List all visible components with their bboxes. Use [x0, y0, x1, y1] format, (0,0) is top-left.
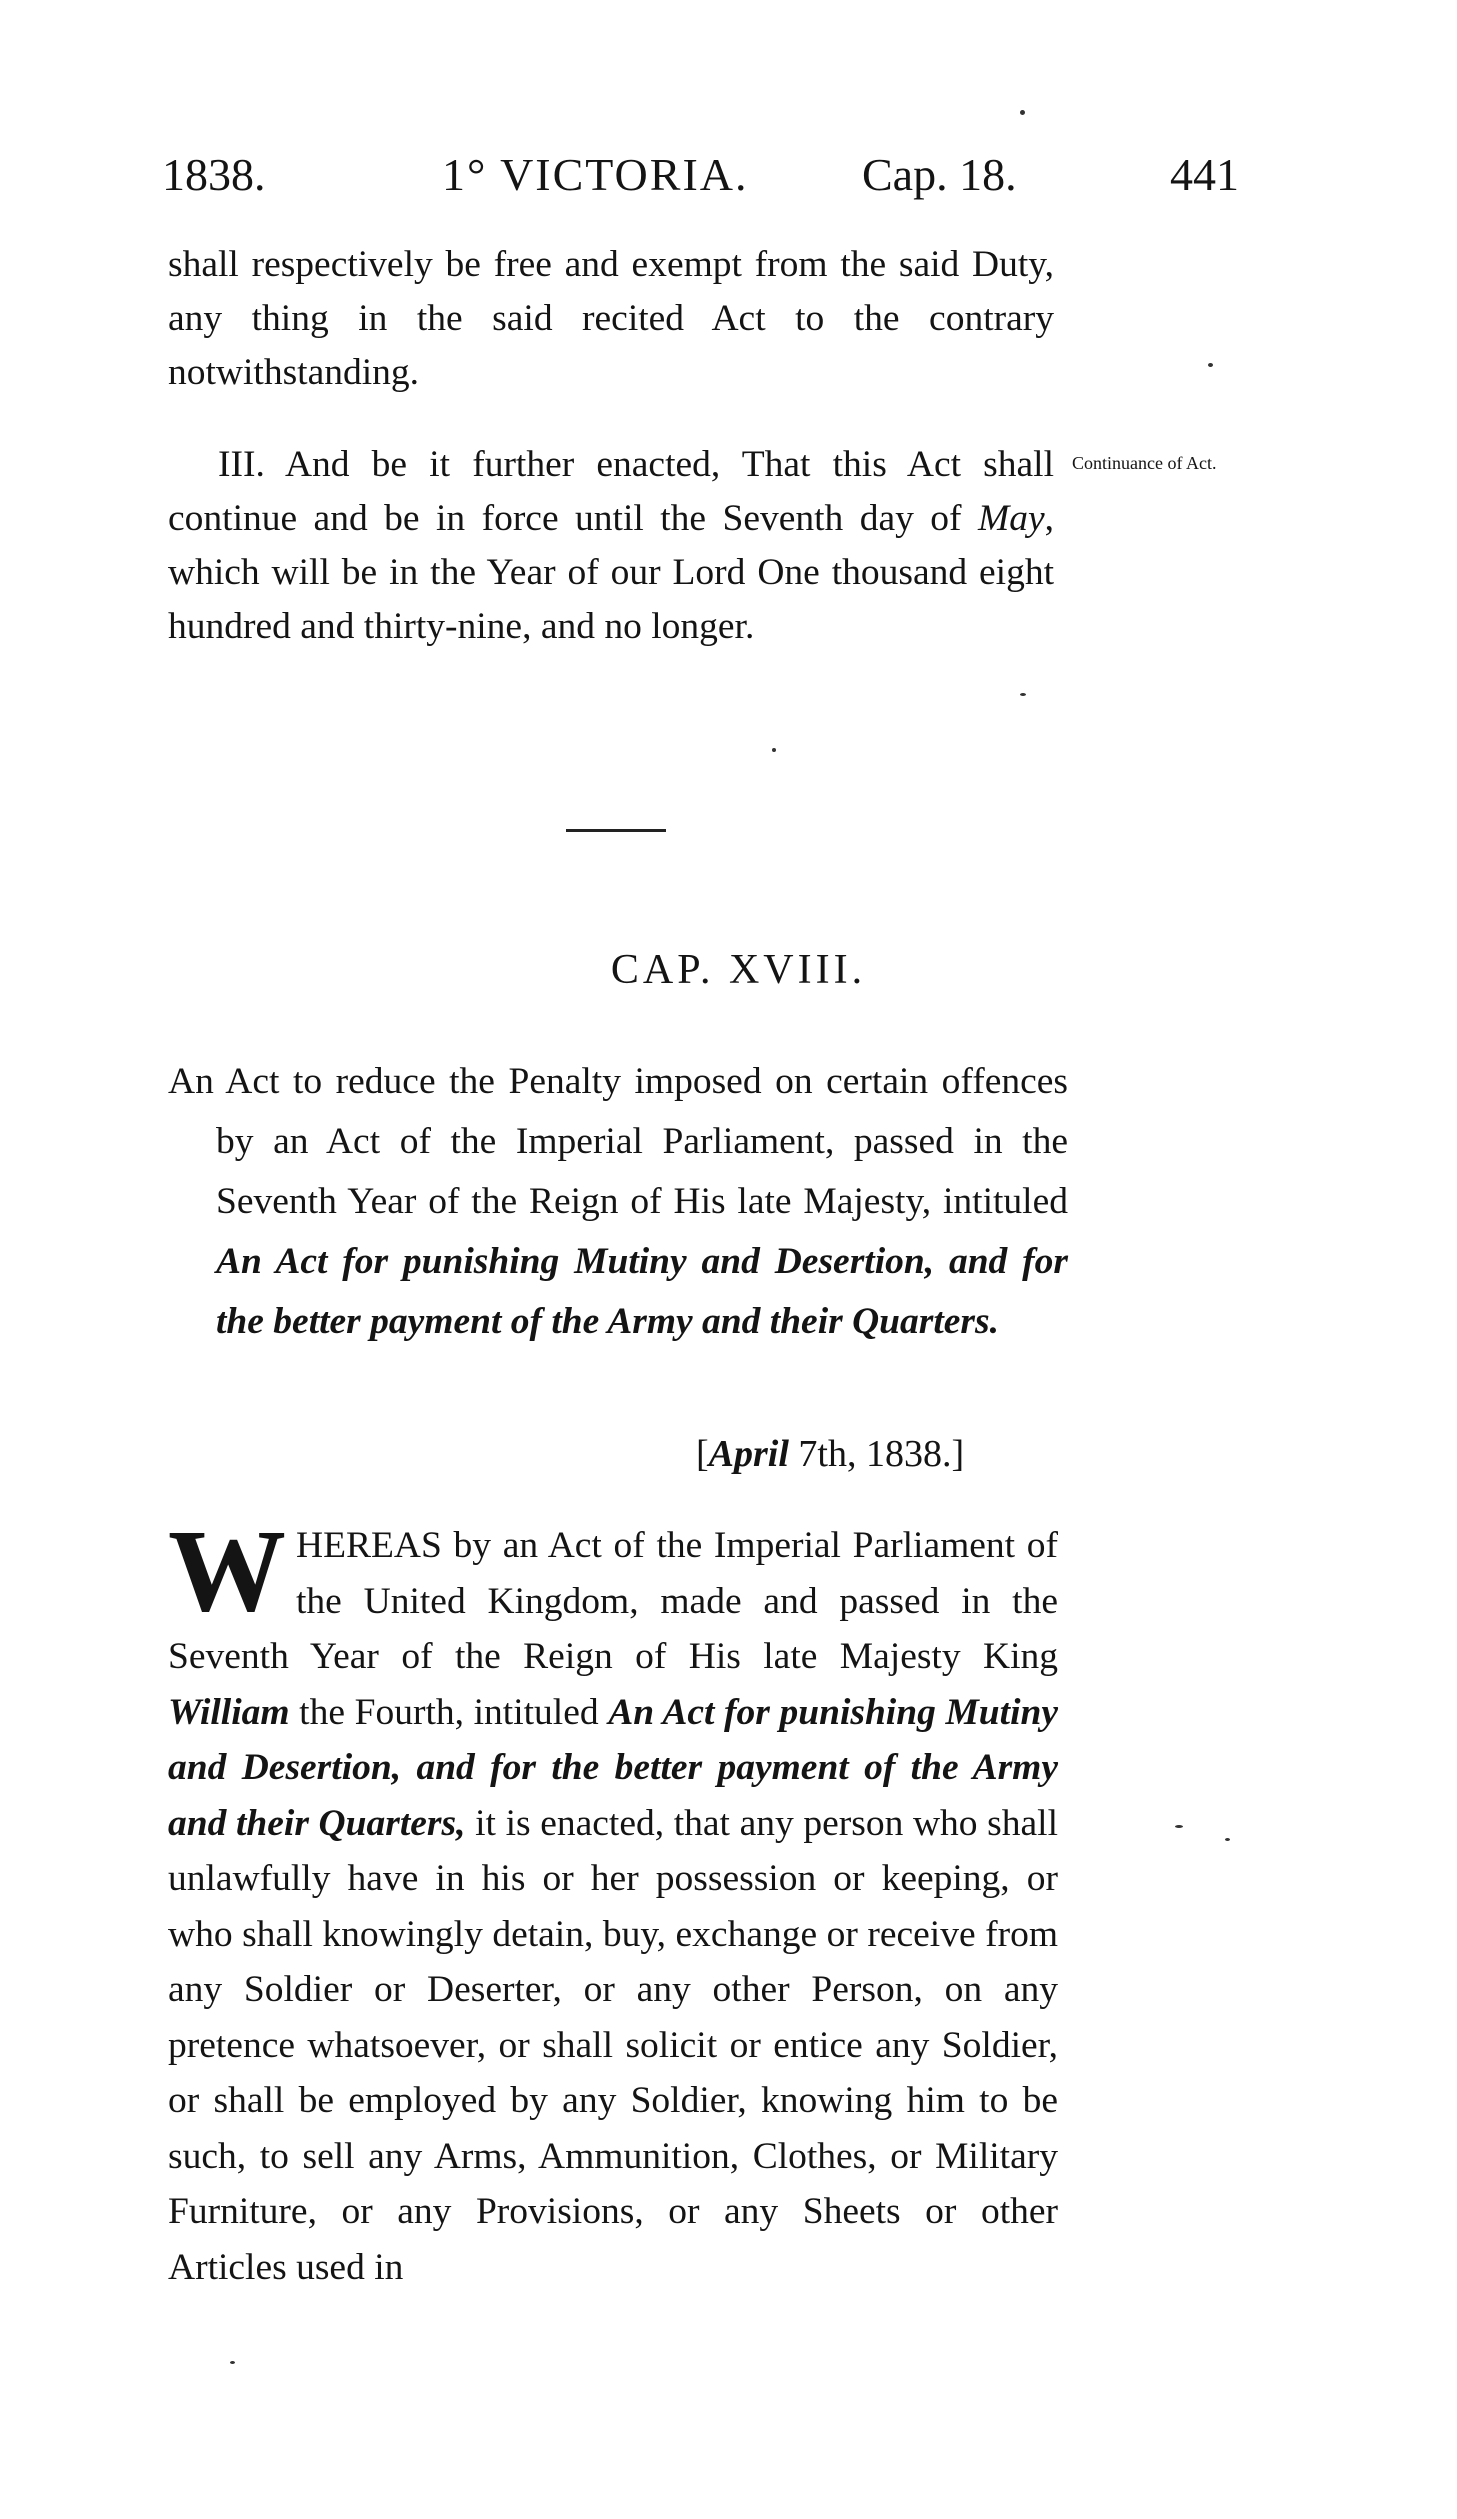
margin-note: Continuance of Act.: [1072, 453, 1217, 473]
header-reign: 1° VICTORIA.: [442, 149, 749, 200]
enactment-date: [696, 1432, 964, 1476]
date-open: [: [696, 1433, 709, 1475]
ink-speck: [1175, 1825, 1183, 1828]
ink-speck: [772, 748, 776, 752]
preamble-part-1: HEREAS by an Act of the Imperial Parliament of the United Kingdom, made and passed in the Seventh Year of the Reign of His late Majesty King: [168, 1525, 1058, 1677]
preamble-part-3: it is enacted, that any person who shall unlawfully have in his or her possession or keeping, or who shall knowingly detain, buy, exchange or receive from any Soldier or Deserter, or any other Person, on any pretence whatsoever, or shall solicit or entice any Soldier, or shall be employed by any Soldier, knowing him to be such, to sell any Arms, Ammunition, Clothes, or Military Furniture, or any Provisions, or any Sheets or other Articles used in: [168, 1802, 1059, 2288]
section-text-after: , which will be in the Year of our Lord One thousand eight hundred and thirty-nine, and no longer.: [168, 498, 1054, 647]
ink-speck: [1020, 693, 1026, 696]
ink-speck: [230, 2361, 235, 2364]
preamble-paragraph: [168, 1505, 1059, 2295]
preamble-italic-1: William: [168, 1691, 290, 1733]
chapter-title: CAP. XVIII.: [610, 947, 867, 993]
section-month: May: [977, 498, 1045, 539]
section-divider: [566, 829, 666, 832]
header-year: 1838.: [162, 149, 266, 200]
page-number: 441: [1170, 149, 1239, 200]
ink-speck: [1020, 110, 1025, 115]
running-header: [162, 148, 1262, 218]
preamble-italic-2: An Act for punishing Mutiny and Desertion, and for the better payment of the Army and their Quarters,: [168, 1691, 1058, 1844]
drop-cap: W: [168, 1505, 286, 1636]
long-title-text: An Act to reduce the Penalty imposed on certain offences by an Act of the Imperial Parliament, passed in the Seventh Year of the Reign of His late Majesty, intituled: [168, 1061, 1068, 1222]
continuation-paragraph: shall respectively be free and exempt from the said Duty, any thing in the said recited Act to the contrary notwithstanding.: [168, 244, 1054, 393]
preamble-part-2: the Fourth, intituled: [299, 1691, 599, 1733]
date-month: April: [708, 1433, 789, 1475]
section-numeral: III.: [218, 444, 265, 485]
ink-speck: [1225, 1838, 1230, 1841]
long-title: [168, 1052, 1068, 1352]
ink-speck: [1208, 363, 1213, 367]
date-rest: 7th, 1838.]: [788, 1433, 965, 1475]
long-title-italic: An Act for punishing Mutiny and Desertion, and for the better payment of the Army and their Quarters.: [216, 1241, 1068, 1342]
section-iii-paragraph: [168, 438, 1054, 654]
header-chapter: Cap. 18.: [862, 149, 1017, 200]
section-text-before: And be it further enacted, That this Act shall continue and be in force until the Seventh day of: [168, 444, 1054, 539]
